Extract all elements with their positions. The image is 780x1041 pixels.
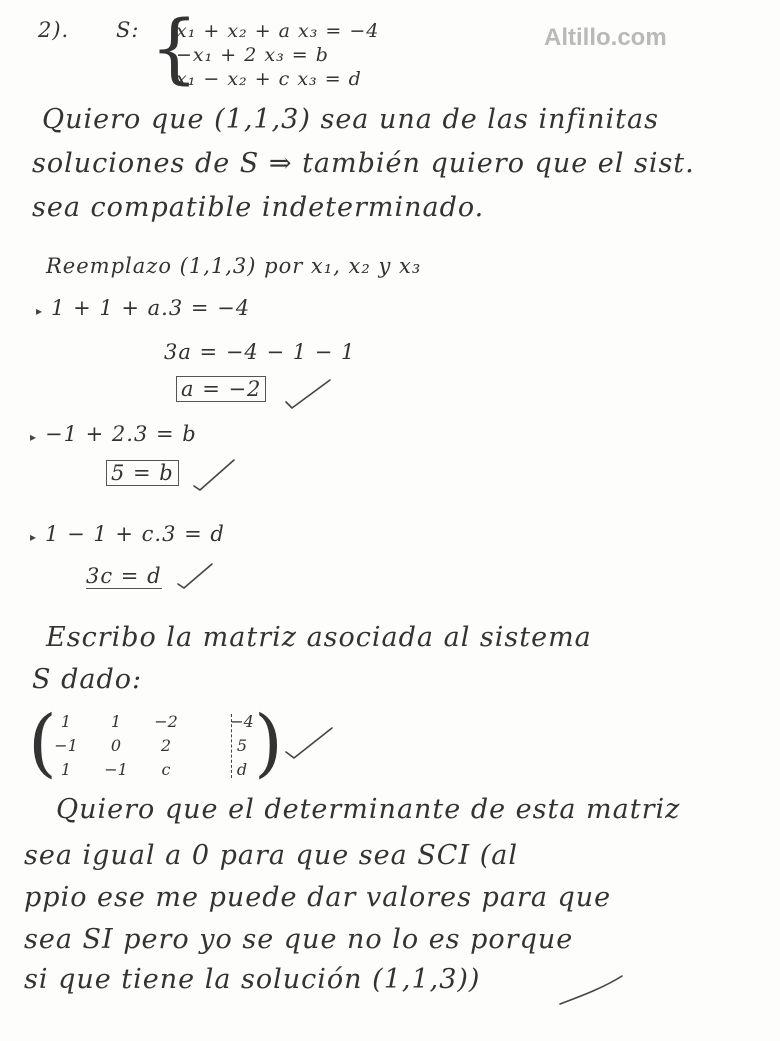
checkmark-icon <box>194 460 234 490</box>
problem-number: 2). <box>38 18 70 42</box>
matrix-left-paren: ( <box>28 700 57 786</box>
bullet-icon: ▸ <box>30 530 38 544</box>
para3-line-4: sea SI pero yo se que no lo es porque <box>24 924 574 955</box>
equation-2: −x₁ + 2 x₃ = b <box>176 44 329 66</box>
matrix-cell: 2 <box>160 736 172 755</box>
equation-1: x₁ + x₂ + a x₃ = −4 <box>176 20 380 42</box>
checkmark-icon <box>286 380 330 408</box>
matrix-right-paren: ) <box>254 700 283 786</box>
para3-line-3: ppio ese me puede dar valores para que <box>24 882 612 913</box>
para3-line-5: si que tiene la solución (1,1,3)) <box>24 964 481 995</box>
para3-line-1: Quiero que el determinante de esta matriz <box>56 794 681 825</box>
checkmark-icon <box>286 728 332 758</box>
checkmark-icon <box>560 976 622 1004</box>
bullet-icon: ▸ <box>30 430 38 444</box>
step2-equation-text: −1 + 2.3 = b <box>45 422 197 446</box>
system-brace: { <box>150 3 199 92</box>
para3-line-2: sea igual a 0 para que sea SCI (al <box>24 840 518 871</box>
matrix-cell: −4 <box>230 712 254 731</box>
replace-heading: Reemplazo (1,1,3) por x₁, x₂ y x₃ <box>46 254 422 278</box>
matrix-cell: −1 <box>54 736 78 755</box>
para1-line-3: sea compatible indeterminado. <box>32 192 485 223</box>
step1-result-box: a = −2 <box>176 376 266 402</box>
step2-result-box: 5 = b <box>106 460 179 486</box>
para1-line-1: Quiero que (1,1,3) sea una de las infinitas <box>42 104 659 135</box>
matrix-cell: 5 <box>236 736 248 755</box>
checkmark-icon <box>178 564 212 588</box>
matrix-cell: −2 <box>154 712 178 731</box>
matrix-cell: d <box>236 760 248 779</box>
matrix-cell: c <box>161 760 171 779</box>
bullet-icon: ▸ <box>36 304 44 318</box>
equation-3: x₁ − x₂ + c x₃ = d <box>176 68 362 90</box>
para1-line-2: soluciones de S ⇒ también quiero que el sist. <box>32 148 695 179</box>
para2-line-1: Escribo la matriz asociada al sistema <box>46 622 592 653</box>
matrix-cell: 1 <box>60 760 72 779</box>
step3-equation-text: 1 − 1 + c.3 = d <box>45 522 225 546</box>
matrix-cell: 1 <box>60 712 72 731</box>
system-name: S: <box>116 18 140 42</box>
step1-equation-text: 1 + 1 + a.3 = −4 <box>51 296 251 320</box>
matrix-cell: 0 <box>110 736 122 755</box>
step3-result-underlined: 3c = d <box>86 564 162 588</box>
watermark: Altillo.com <box>544 24 667 51</box>
matrix-cell: −1 <box>104 760 128 779</box>
matrix-cell: 1 <box>110 712 122 731</box>
para2-line-2: S dado: <box>32 664 143 695</box>
step1-work: 3a = −4 − 1 − 1 <box>164 340 356 364</box>
